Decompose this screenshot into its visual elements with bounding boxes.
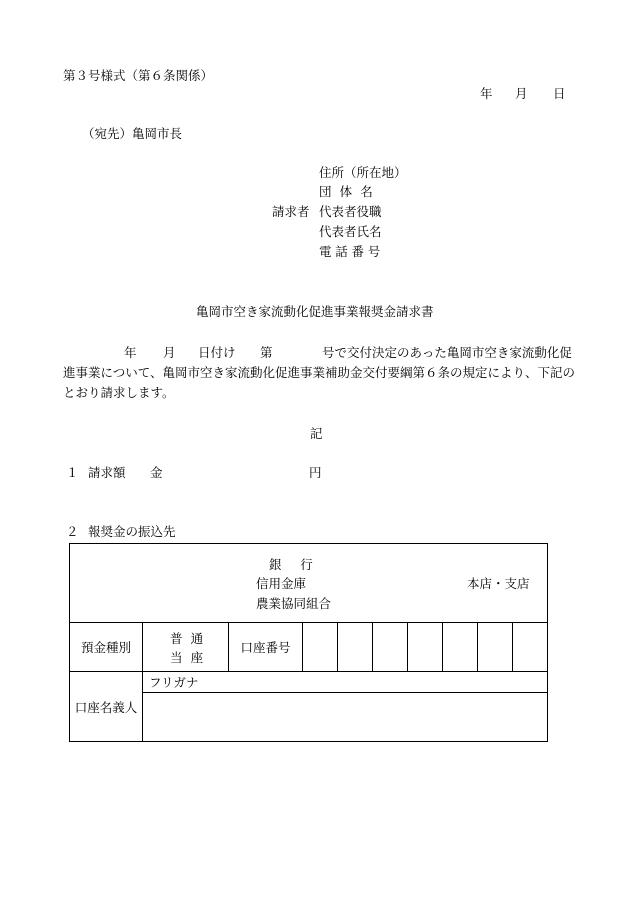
body-no: 第 [260,345,273,360]
deposit-type-label: 預金種別 [70,623,143,672]
furigana-label: フリガナ [149,675,199,690]
form-number: 第３号様式（第６条関係） [63,68,214,83]
document-title: 亀岡市空き家流動化促進事業報奨金請求書 [196,304,434,319]
item2-label: 報奨金の振込先 [88,524,176,539]
account-digit-4[interactable] [408,623,443,672]
deposit-type-checking[interactable]: 当座 [170,650,212,665]
requester-field-org: 団体名 [319,184,381,199]
item2-number: ２ [66,524,79,539]
date-year: 年 [480,86,493,101]
deposit-type-cell [143,623,229,672]
requester-field-address: 住所（所在地） [319,165,407,180]
body-dated: 日付け [198,345,236,360]
date-month: 月 [515,86,528,101]
item1-label: 請求額 [88,465,126,480]
account-digit-1[interactable] [303,623,338,672]
item1-yen: 円 [309,465,322,480]
account-holder-label: 口座名義人 [70,672,143,742]
bank-transfer-table [69,543,548,742]
requester-field-phone: 電話番号 [319,244,385,259]
item1-number: １ [66,465,79,480]
account-digit-7[interactable] [513,623,548,672]
institution-shinkin[interactable]: 信用金庫 [256,576,307,591]
requester-field-name: 代表者氏名 [319,224,382,239]
addressee: （宛先）亀岡市長 [82,126,183,141]
institution-ja[interactable]: 農業協同組合 [256,596,332,611]
account-digit-3[interactable] [373,623,408,672]
body-line1-tail: 号で交付決定のあった亀岡市空き家流動化促 [322,345,572,360]
account-digit-6[interactable] [478,623,513,672]
account-digit-2[interactable] [338,623,373,672]
item1-kin: 金 [150,465,163,480]
body-line3: とおり請求します。 [63,385,175,400]
account-holder-name-cell[interactable] [143,693,548,742]
requester-label: 請求者 [272,204,310,219]
requester-field-title: 代表者役職 [319,204,382,219]
furigana-cell[interactable] [143,672,548,693]
deposit-type-ordinary[interactable]: 普通 [170,631,212,646]
date-day: 日 [553,86,566,101]
body-month: 月 [163,345,176,360]
account-number-label: 口座番号 [229,623,303,672]
ki-heading: 記 [310,426,323,441]
body-year: 年 [124,345,137,360]
branch-label[interactable]: 本店・支店 [467,576,530,591]
body-line2: 進事業について、亀岡市空き家流動化促進事業補助金交付要綱第６条の規定により、下記の [63,365,576,380]
institution-bank[interactable]: 銀行 [269,557,332,572]
account-digit-5[interactable] [443,623,478,672]
bank-institution-cell [70,544,548,623]
